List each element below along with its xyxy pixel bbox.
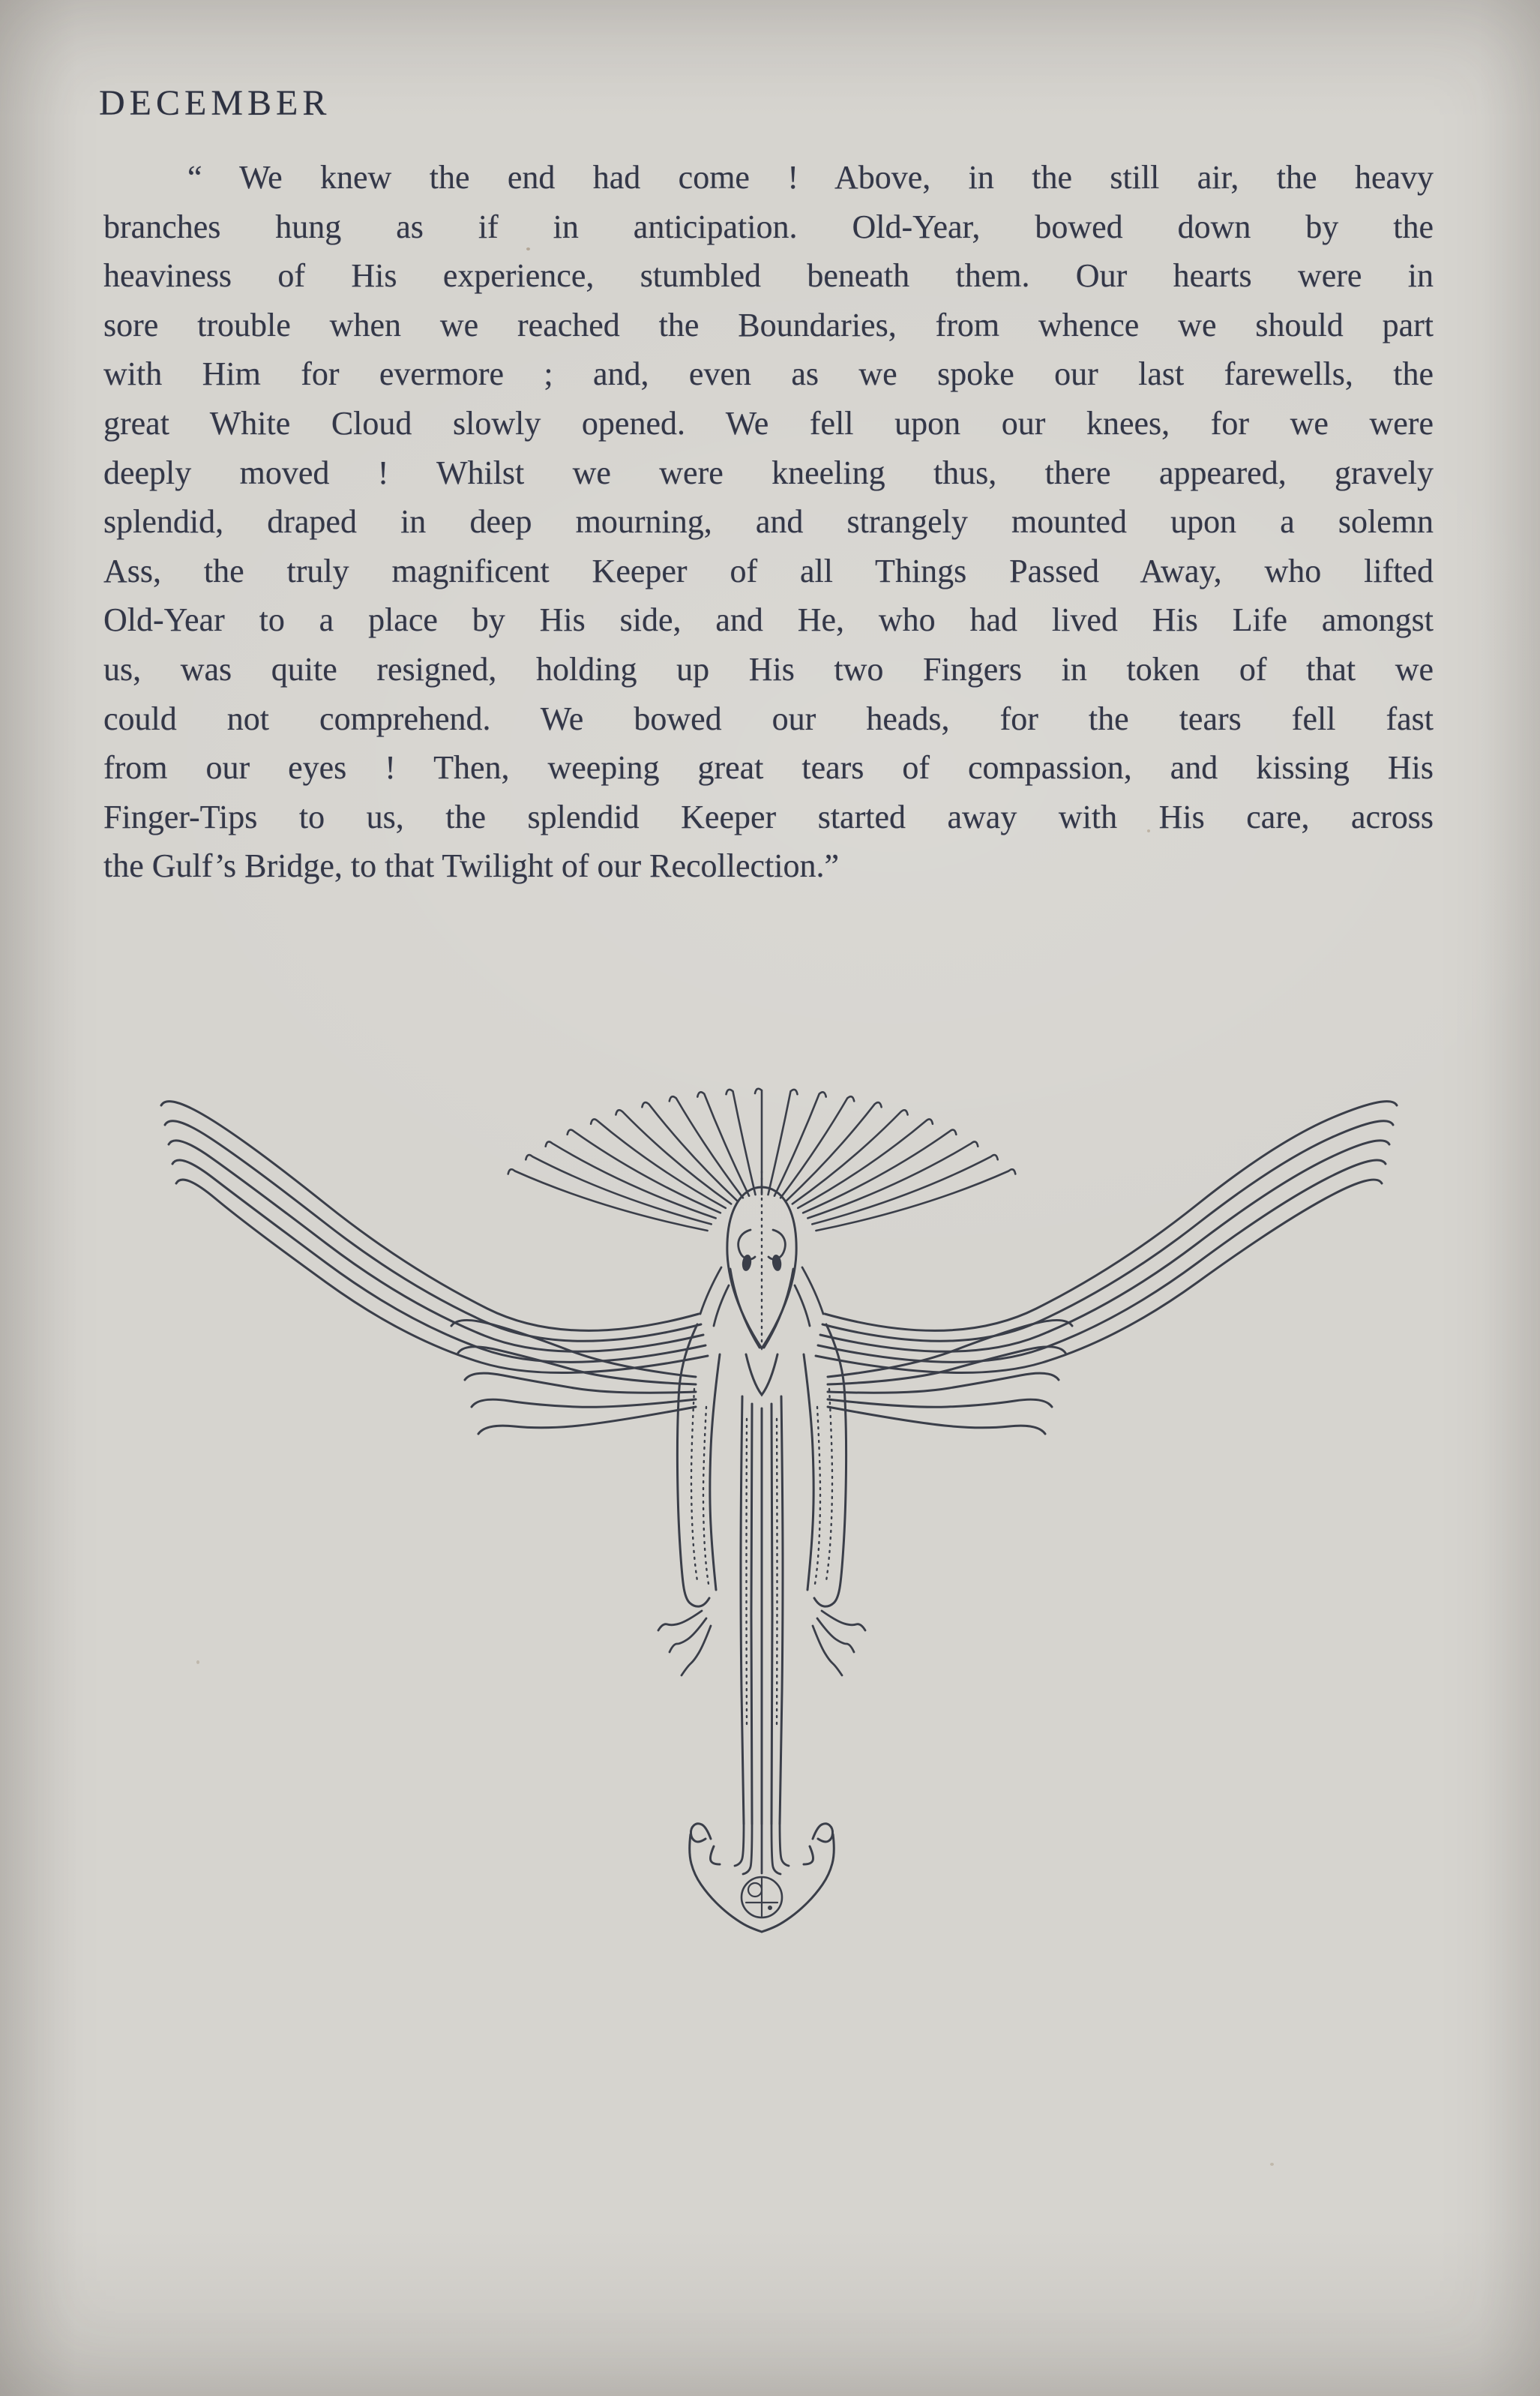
paragraph-line: with Him for evermore ; and, even as we spoke our last farewells, the [103,355,1434,393]
paragraph-line: Old-Year to a place by His side, and He, who had lived His Life amongst [103,601,1434,639]
paper-speck [196,1660,199,1664]
paragraph-line: heaviness of His experience, stumbled beneath them. Our hearts were in [103,257,1434,295]
paper-speck [1270,2163,1274,2166]
paragraph-line: Ass, the truly magnificent Keeper of all Things Passed Away, who lifted [103,552,1434,589]
paragraph [103,153,1434,891]
paragraph-line: “ We knew the end had come ! Above, in the still air, the heavy [187,159,1434,196]
crest-fan-icon [508,1089,1016,1231]
paragraph-line: from our eyes ! Then, weeping great tears of compassion, and kissing His [103,749,1434,787]
paragraph-line: deeply moved ! Whilst we were kneeling thus, there appeared, gravely [103,454,1434,491]
paper-speck [1147,829,1150,832]
paper-speck [526,247,530,250]
winged-figure-illustration [112,1050,1432,1950]
paragraph-line: branches hung as if in anticipation. Old-Year, bowed down by the [103,208,1434,245]
body-lines-icon [741,1396,783,1824]
neck-lines-icon [700,1267,823,1326]
head-icon [727,1171,796,1395]
paragraph-line: us, was quite resigned, holding up His two Fingers in token of that we [103,650,1434,688]
page-title: DECEMBER [99,83,331,123]
paragraph-line: sore trouble when we reached the Boundaries, from whence we should part [103,306,1434,343]
paragraph-line: could not comprehend. We bowed our heads, for the tears fell fast [103,700,1434,737]
paragraph-line: the Gulf’s Bridge, to that Twilight of our Recollection.” [103,847,840,885]
paragraph-line: great White Cloud slowly opened. We fell upon our knees, for we were [103,404,1434,442]
wing-lines-icon [161,1102,1397,1373]
artist-monogram-icon [742,1877,782,1918]
paragraph-line: splendid, draped in deep mourning, and strangely mounted upon a solemn [103,503,1434,541]
paragraph-line: Finger-Tips to us, the splendid Keeper started away with His care, across [103,798,1434,835]
